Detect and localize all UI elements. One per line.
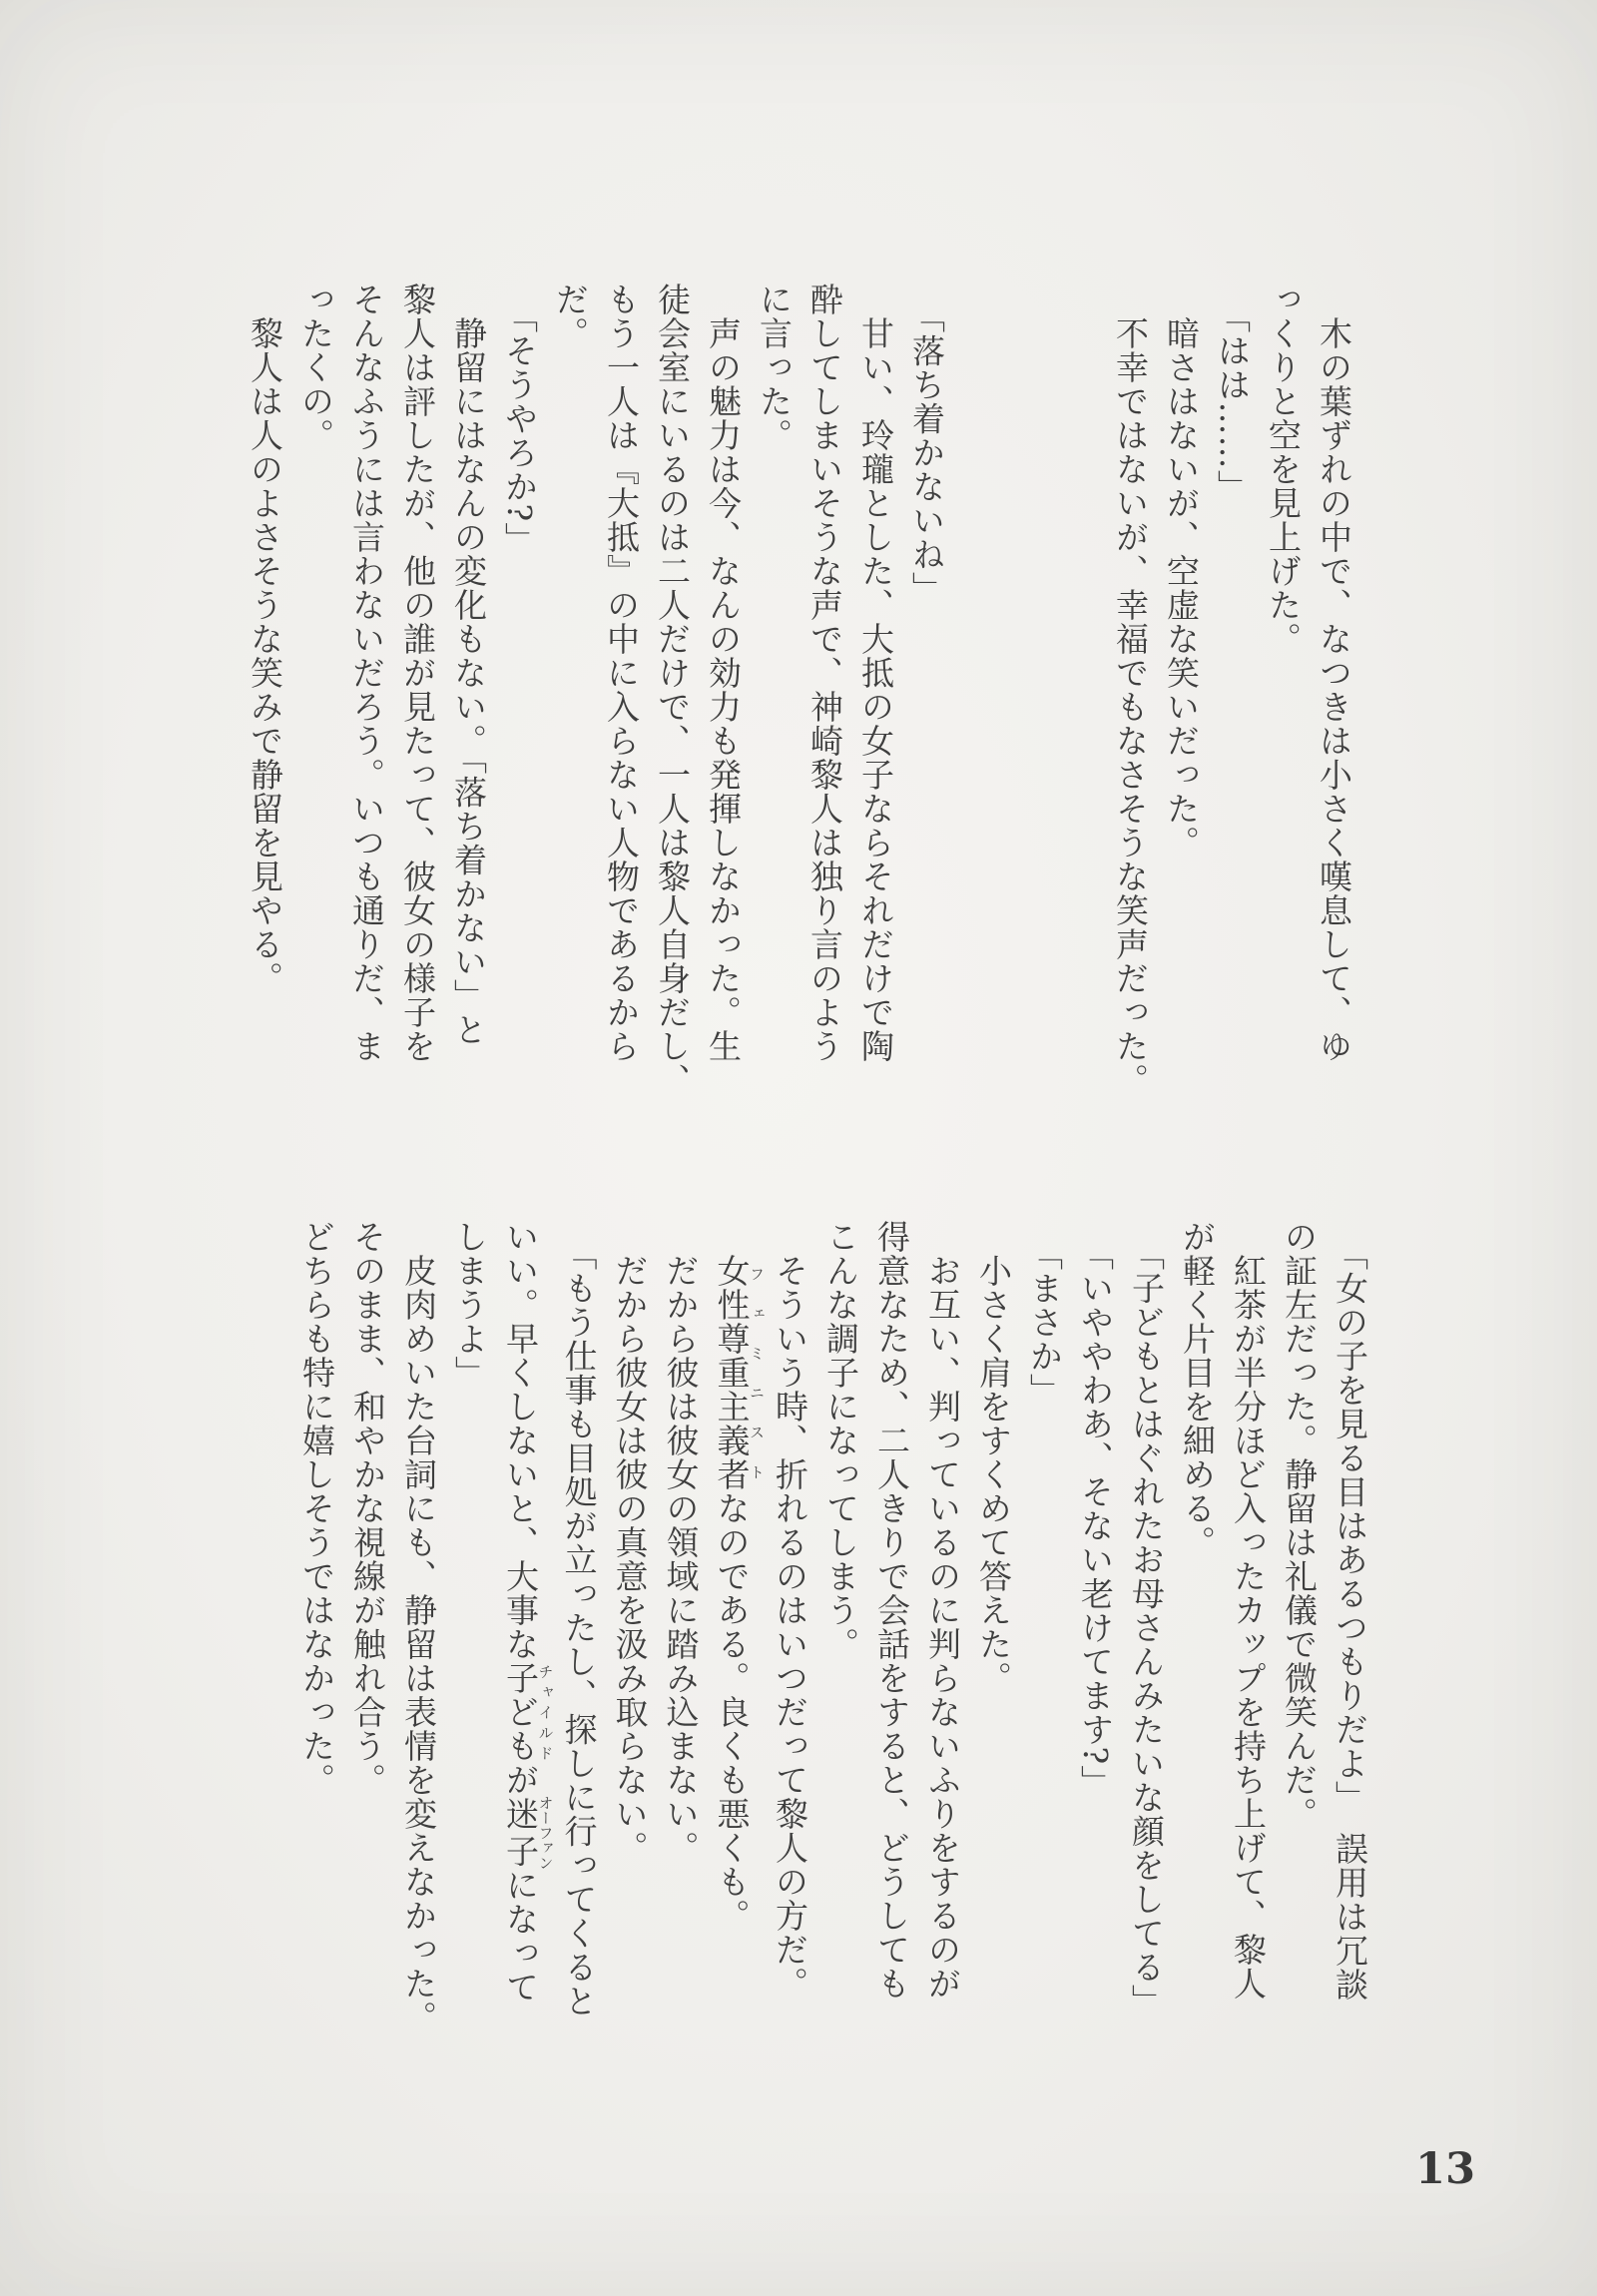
- text-column: そんなふうには言わないだろう。いつも通りだ、ま: [347, 283, 386, 1063]
- ruby-annotated-text: 迷子オーファン: [501, 1795, 555, 1871]
- text-column: 声の魅力は今、なんの効力も発揮しなかった。生: [704, 283, 743, 1063]
- text-column: どちらも特に嬉しそうではなかった。: [297, 1220, 336, 1797]
- text-column: 「子どもとはぐれたお母さんみたいな顔をしてる」: [1127, 1220, 1166, 2018]
- text-column: 「まさか」: [1025, 1220, 1064, 1408]
- text-column: 女性尊重主義者フェミニストなのである。良くも悪くも。: [712, 1254, 766, 1933]
- text-column: 得意なため、二人きりで会話をすると、どうしても: [872, 1220, 911, 2001]
- text-column: の証左だった。静留は礼儀で微笑んだ。: [1280, 1220, 1319, 1831]
- text-column: 皮肉めいた台詞にも、静留は表情を変えなかった。: [399, 1220, 438, 2034]
- text-column: だ。: [551, 283, 590, 350]
- text-column: だから彼女は彼の真意を汲み取らない。: [610, 1220, 650, 1865]
- text-column: そういう時、折れるのはいつだって黎人の方だ。: [771, 1220, 809, 2001]
- text-column: [952, 283, 1003, 1121]
- text-column: 静留にはなんの変化もない。「落ち着かない」と: [449, 283, 488, 1047]
- text-column: 「そうやろか?」: [500, 283, 539, 557]
- text-column: 暗さはないが、空虚な笑いだった。: [1162, 283, 1201, 860]
- text-column: こんな調子になってしまう。: [821, 1220, 860, 1661]
- text-column: 「落ち着かないね」: [907, 283, 946, 606]
- text-column: 「女の子を見る目はあるつもりだよ」 誤用は冗談: [1331, 1220, 1369, 2002]
- page-number: 13: [1415, 2144, 1475, 2194]
- text-block-top: [240, 283, 1359, 1121]
- text-column: 「はは……」: [1213, 283, 1252, 504]
- text-column: 不幸ではないが、幸福でもなさそうな笑声だった。: [1111, 283, 1150, 1097]
- text-column: 黎人は評したが、他の誰が見たって、彼女の様子を: [398, 283, 437, 1063]
- text-column: っくりと空を見上げた。: [1264, 283, 1303, 656]
- text-column: いい。早くしないと、大事な子どもチャイルドが迷子オーファンになって: [501, 1220, 555, 2005]
- text-column: [1003, 283, 1054, 1121]
- text-column: 木の葉ずれの中で、なつきは小さく嘆息して、ゆ: [1315, 283, 1353, 1063]
- text-column: しまうよ」: [450, 1220, 489, 1390]
- text-column: そのまま、和やかな視線が触れ合う。: [348, 1220, 387, 1797]
- text-column: 酔してしまいそうな声で、神崎黎人は独り言のよう: [805, 283, 844, 1063]
- text-column: だから彼は彼女の領域に踏み込まない。: [661, 1220, 701, 1865]
- text-column: [1054, 283, 1105, 1121]
- text-column: が軽く片目を細める。: [1178, 1220, 1217, 1559]
- text-column: 小さく肩をすくめて答えた。: [974, 1220, 1013, 1695]
- text-column: 黎人は人のよさそうな笑みで静留を見やる。: [246, 283, 284, 995]
- text-column: 「もう仕事も目処が立ったし、探しに行ってくると: [559, 1220, 599, 2018]
- ruby-annotated-text: 女性尊重主義者フェミニスト: [712, 1254, 766, 1491]
- ruby-annotated-text: 子どもチャイルド: [501, 1661, 555, 1763]
- text-block-bottom: [291, 1220, 1375, 2068]
- text-column: 「いややわあ、そない老けてます?」: [1076, 1220, 1115, 1800]
- text-column: ったくの。: [296, 283, 335, 452]
- text-column: お互い、判っているのに判らないふりをするのが: [923, 1220, 962, 2001]
- text-column: に言った。: [755, 283, 794, 452]
- text-column: 甘い、玲瓏とした、大抵の女子ならそれだけで陶: [856, 283, 895, 1063]
- text-column: 徒会室にいるのは二人だけで、一人は黎人自身だし、: [653, 283, 692, 1097]
- text-column: 紅茶が半分ほど入ったカップを持ち上げて、黎人: [1229, 1220, 1268, 2001]
- text-column: もう一人は『大抵』の中に入らない人物であるから: [602, 283, 641, 1063]
